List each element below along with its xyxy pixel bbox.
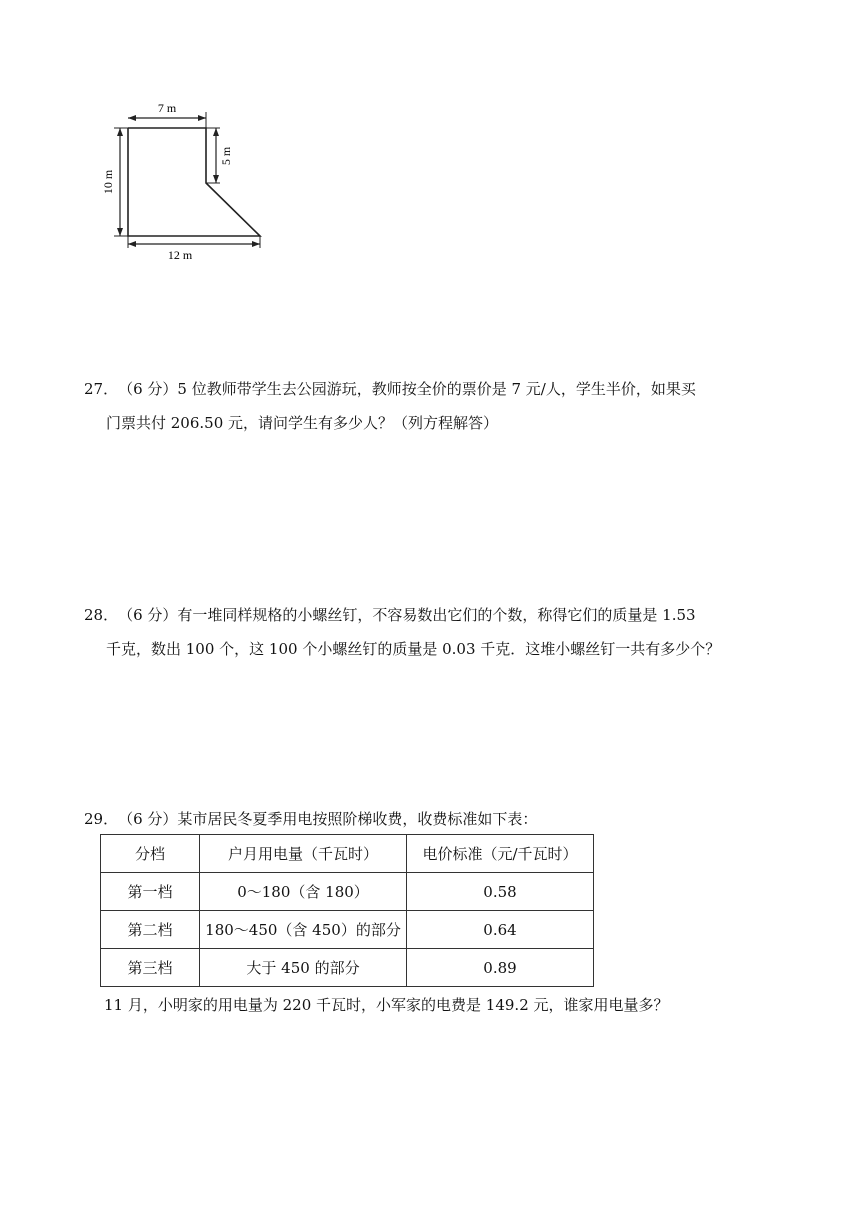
question-text-line2: 门票共付 206.50 元，请问学生有多少人？（列方程解答） — [106, 414, 499, 432]
table-cell: 0.89 — [407, 949, 594, 987]
table-header: 户月用电量（千瓦时） — [200, 835, 407, 873]
table-cell: 第二档 — [101, 911, 200, 949]
question-text-line1: （6 分）5 位教师带学生去公园游玩，教师按全价的票价是 7 元/人，学生半价，如果买 — [118, 380, 696, 398]
table-row — [101, 949, 594, 987]
question-text-line1: （6 分）有一堆同样规格的小螺丝钉，不容易数出它们的个数，称得它们的质量是 1.53 — [118, 606, 696, 624]
label-top: 7 m — [157, 101, 177, 115]
question-29 — [84, 802, 814, 836]
question-number: 27． — [84, 380, 119, 398]
table-cell: 180～450（含 450）的部分 — [200, 911, 407, 949]
table-cell: 第一档 — [101, 873, 200, 911]
question-text-line2: 千克，数出 100 个，这 100 个小螺丝钉的质量是 0.03 千克．这堆小螺丝钉一共有多少个？ — [106, 640, 721, 658]
table-header: 电价标准（元/千瓦时） — [407, 835, 594, 873]
table-cell: 第三档 — [101, 949, 200, 987]
table-header: 分档 — [101, 835, 200, 873]
figure-drawing — [100, 96, 270, 266]
table-cell: 0.58 — [407, 873, 594, 911]
question-27 — [84, 372, 814, 440]
question-number: 29． — [84, 810, 119, 828]
question-text-line1: （6 分）某市居民冬夏季用电按照阶梯收费，收费标准如下表： — [118, 810, 538, 828]
table-cell: 0～180（含 180） — [200, 873, 407, 911]
question-number: 28． — [84, 606, 119, 624]
table-row — [101, 873, 594, 911]
label-left: 10 m — [101, 169, 115, 195]
table-cell: 0.64 — [407, 911, 594, 949]
label-bottom: 12 m — [167, 248, 193, 262]
table-row — [101, 911, 594, 949]
trapezoid-figure — [100, 96, 270, 266]
question-29-followup: 11 月，小明家的用电量为 220 千瓦时，小军家的电费是 149.2 元，谁家用电量多？ — [104, 996, 669, 1014]
table-cell: 大于 450 的部分 — [200, 949, 407, 987]
table-header-row — [101, 835, 594, 873]
question-28 — [84, 598, 814, 666]
price-table — [100, 834, 594, 987]
label-right: 5 m — [219, 146, 233, 166]
